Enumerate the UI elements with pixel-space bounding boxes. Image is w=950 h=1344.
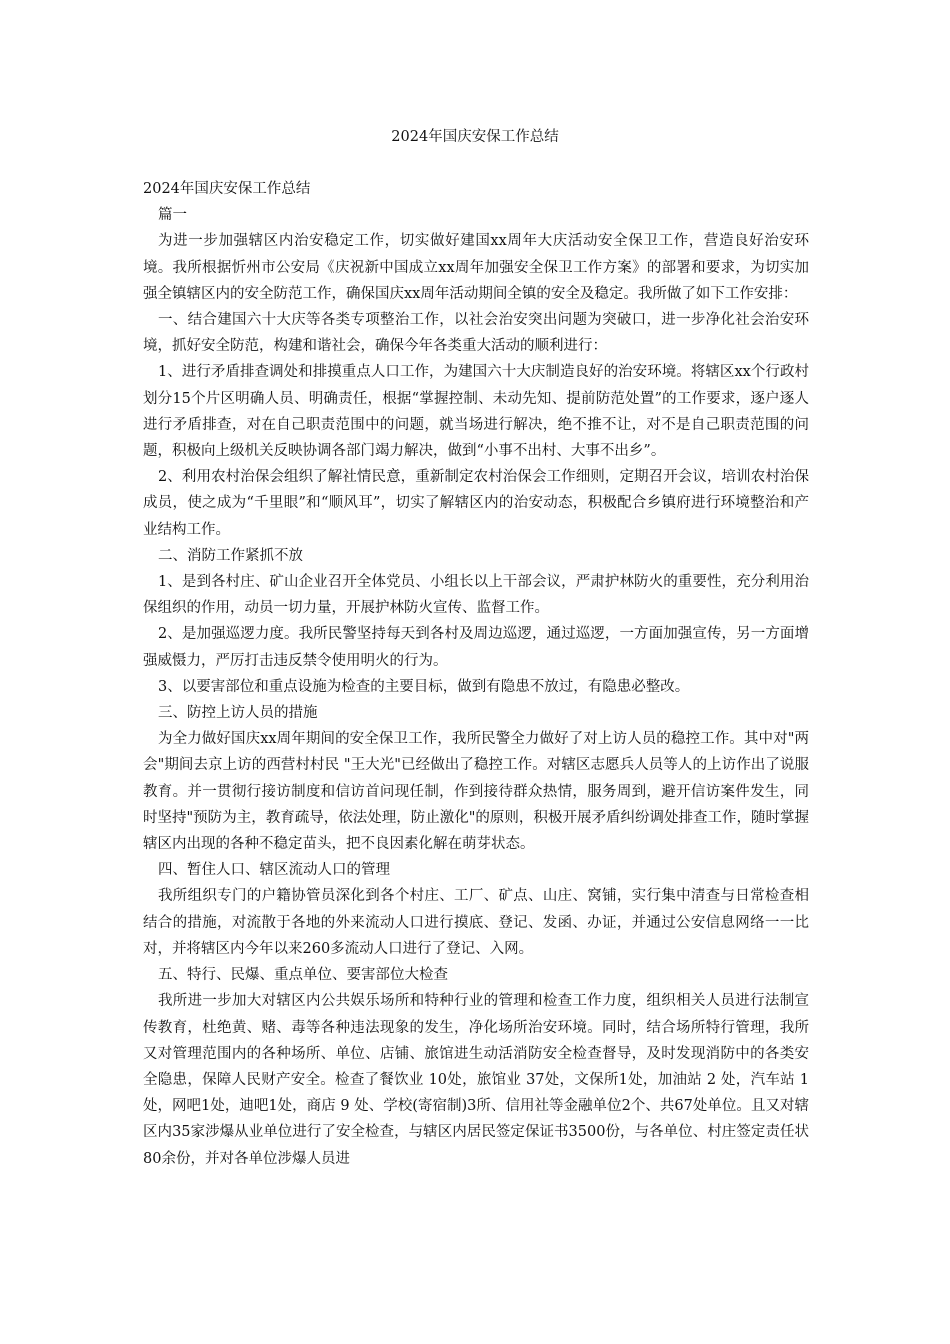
paragraph: 我所进一步加大对辖区内公共娱乐场所和特种行业的管理和检查工作力度，组织相关人员进行法制宣传教育，杜绝黄、赌、毒等各种违法现象的发生，净化场所治安环境。同时，结合场所特行管理，我所又对管理范围内的各种场所、单位、店铺、旅馆进生动活消防安全检查督导，及时发现消防中的各类安全隐患，保障人民财产安全。检查了餐饮业 10处，旅馆业 37处，文保所1处，加油站 2 处，汽车站 1 处，网吧1处，迪吧1处，商店 9 处、学校(寄宿制)3所、信用社等金融单位2个、共67处单位。且又对辖区内35家涉爆从业单位进行了安全检查，与辖区内居民签定保证书3500份，与各单位、村庄签定责任状80余份，并对各单位涉爆人员进 (143, 993, 809, 1167)
section-heading: 二、消防工作紧抓不放 (158, 547, 303, 564)
paragraph: 为全力做好国庆xx周年期间的安全保卫工作，我所民警全力做好了对上访人员的稳控工作。其中对"两会"期间去京上访的西营村村民 "王大光"已经做出了稳控工作。对辖区志愿兵人员等人的上访作出了说服教育。并一贯彻行接访制度和信访首问现任制，作到接待群众热情，服务周到，避开信访案件发生，同时坚持"预防为主，教育疏导，依法处理，防止激化"的原则，积极开展矛盾纠纷调处排查工作，随时掌握辖区内出现的各种不稳定苗头，把不良因素化解在萌芽状态。 (143, 731, 809, 853)
paragraph: 我所组织专门的户籍协管员深化到各个村庄、工厂、矿点、山庄、窝铺，实行集中清查与日常检查相结合的措施，对流散于各地的外来流动人口进行摸底、登记、发函、办证，并通过公安信息网络一一比对，并将辖区内今年以来260多流动人口进行了登记、入网。 (143, 888, 809, 957)
paragraph: 1、进行矛盾排查调处和排摸重点人口工作，为建国六十大庆制造良好的治安环境。将辖区xx个行政村划分15个片区明确人员、明确责任，根据“掌握控制、未动先知、提前防范处置”的工作要求，逐户逐人进行矛盾排查，对在自己职责范围中的问题，就当场进行解决，绝不推不让，对不是自己职责范围的问题，积极向上级机关反映协调各部门竭力解决，做到“小事不出村、大事不出乡”。 (143, 364, 809, 460)
paragraph: 3、以要害部位和重点设施为检查的主要目标，做到有隐患不放过，有隐患必整改。 (158, 678, 690, 695)
paragraph: 一、结合建国六十大庆等各类专项整治工作，以社会治安突出问题为突破口，进一步净化社会治安环境，抓好安全防范，构建和谐社会，确保今年各类重大活动的顺利进行： (143, 312, 809, 355)
document-body (143, 176, 809, 1172)
paragraph: 1、是到各村庄、矿山企业召开全体党员、小组长以上干部会议，严肃护林防火的重要性，充分利用治保组织的作用，动员一切力量，开展护林防火宣传、监督工作。 (143, 574, 809, 617)
paragraph: 2、利用农村治保会组织了解社情民意，重新制定农村治保会工作细则，定期召开会议，培训农村治保成员，使之成为“千里眼”和“顺风耳”，切实了解辖区内的治安动态，积极配合乡镇府进行环境整治和产业结构工作。 (143, 469, 809, 538)
section-heading: 三、防控上访人员的措施 (158, 705, 318, 722)
part-heading: 篇一 (158, 207, 187, 224)
section-heading: 五、特行、民爆、重点单位、要害部位大检查 (158, 967, 448, 984)
section-heading: 四、暂住人口、辖区流动人口的管理 (158, 862, 390, 879)
paragraph: 为进一步加强辖区内治安稳定工作，切实做好建国xx周年大庆活动安全保卫工作，营造良好治安环境。我所根据忻州市公安局《庆祝新中国成立xx周年加强安全保卫工作方案》的部署和要求，为切实加强全镇辖区内的安全防范工作，确保国庆xx周年活动期间全镇的安全及稳定。我所做了如下工作安排： (143, 233, 809, 302)
paragraph: 2、是加强巡逻力度。我所民警坚持每天到各村及周边巡逻，通过巡逻，一方面加强宣传，另一方面增强威慑力，严厉打击违反禁令使用明火的行为。 (143, 626, 809, 669)
document-subtitle: 2024年国庆安保工作总结 (143, 181, 311, 197)
document-title: 2024年国庆安保工作总结 (391, 129, 559, 145)
